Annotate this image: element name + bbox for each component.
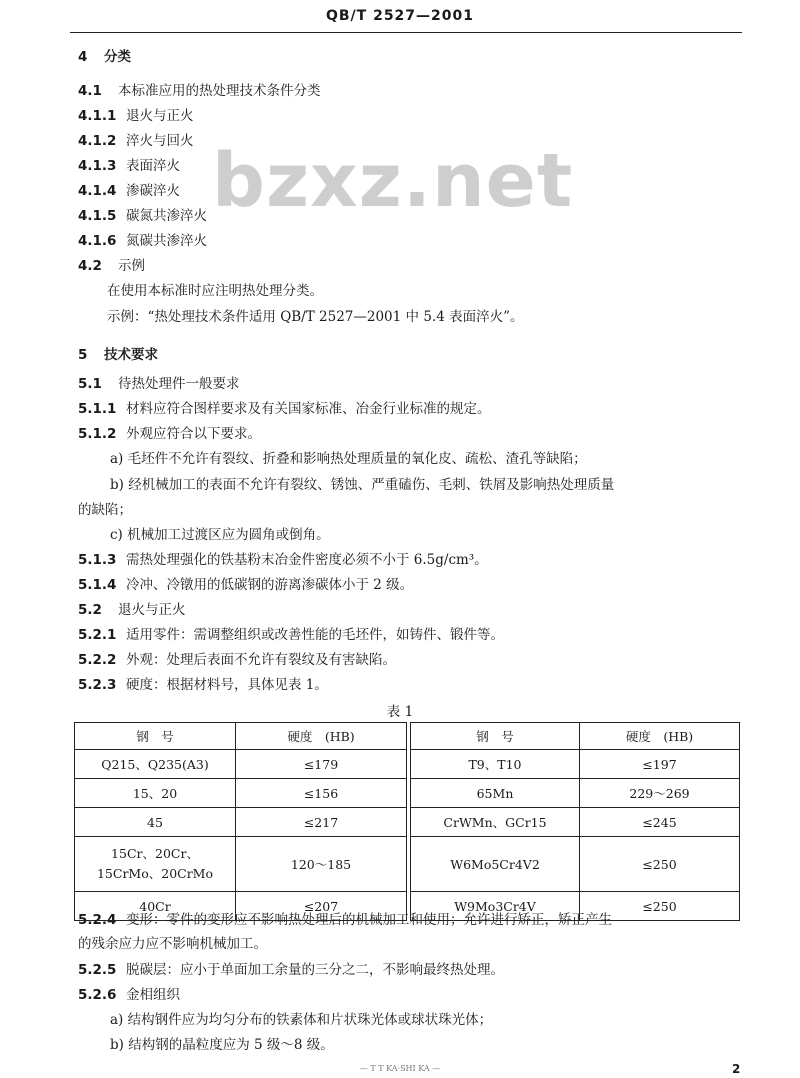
hardness-table [74, 722, 740, 921]
clause-number: 5.2 [78, 602, 102, 618]
watermark: bzxz.net [212, 138, 574, 224]
clause-line [78, 347, 158, 364]
clause-line [78, 401, 491, 418]
table-cell: ≤245 [580, 808, 740, 837]
clause-text: 的缺陷； [78, 502, 132, 518]
body-line [107, 309, 523, 326]
clause-text: 示例：“热处理技术条件适用 QB/T 2527—2001 中 5.4 表面淬火”。 [107, 309, 524, 325]
table-header-cell: 硬度 (HB) [236, 723, 407, 750]
clause-text: 外观应符合以下要求。 [126, 426, 261, 442]
body-line [78, 502, 132, 519]
table-header-cell: 硬度 (HB) [580, 723, 740, 750]
clause-text: 需热处理强化的铁基粉末冶金件密度必须不小于 6.5g/cm³。 [126, 552, 488, 568]
clause-text: 待热处理件一般要求 [118, 376, 240, 392]
table-cell: Q215、Q235(A3) [75, 750, 236, 779]
clause-text: 本标准应用的热处理技术条件分类 [118, 83, 321, 99]
body-line [78, 936, 267, 953]
table-cell: 45 [75, 808, 236, 837]
table-header-row [75, 723, 740, 750]
body-line [110, 1037, 334, 1054]
clause-line [78, 83, 321, 100]
header-rule [70, 32, 742, 33]
clause-number: 5.2.5 [78, 962, 117, 978]
table-cell: ≤250 [580, 837, 740, 892]
table-cell: ≤179 [236, 750, 407, 779]
clause-number: 4.1.3 [78, 158, 117, 174]
clause-text: 变形：零件的变形应不影响热处理后的机械加工和使用；允许进行矫正，矫正产生 [126, 912, 612, 928]
body-line [110, 477, 614, 494]
clause-text: 冷冲、冷镦用的低碳钢的游离渗碳体小于 2 级。 [126, 577, 414, 593]
table-cell: ≤207 [236, 892, 407, 921]
body-line [110, 527, 330, 544]
table-cell: 40Cr [75, 892, 236, 921]
table-cell: ≤217 [236, 808, 407, 837]
table-caption: 表 1 [386, 704, 414, 720]
clause-line [78, 602, 186, 619]
table-cell: W9Mo3Cr4V [411, 892, 580, 921]
clause-line [78, 108, 194, 125]
clause-number: 5.2.1 [78, 627, 117, 643]
clause-text: b) 结构钢的晶粒度应为 5 级～8 级。 [110, 1037, 334, 1053]
clause-number: 4.1.6 [78, 233, 117, 249]
clause-text: 表面淬火 [126, 158, 180, 174]
clause-line [78, 258, 145, 275]
clause-number: 5.1.4 [78, 577, 117, 593]
clause-number: 4.2 [78, 258, 102, 274]
clause-text: 硬度：根据材料号，具体见表 1。 [126, 677, 328, 693]
clause-text: 的残余应力应不影响机械加工。 [78, 936, 267, 952]
table-cell: ≤197 [580, 750, 740, 779]
table-cell: 15Cr、20Cr、15CrMo、20CrMo [75, 837, 236, 892]
table-row [75, 837, 740, 892]
clause-line [78, 133, 194, 150]
clause-line [78, 376, 240, 393]
clause-text: 退火与正火 [118, 602, 186, 618]
clause-number: 4.1.2 [78, 133, 117, 149]
clause-text: 碳氮共渗淬火 [126, 208, 207, 224]
clause-number: 5.2.6 [78, 987, 117, 1003]
table-header-cell: 钢 号 [75, 723, 236, 750]
clause-text: 分类 [104, 49, 131, 65]
body-line [110, 451, 587, 468]
standard-code-header: QB/T 2527—2001 [325, 8, 475, 24]
clause-text: 退火与正火 [126, 108, 194, 124]
clause-line [78, 426, 261, 443]
body-line [107, 283, 323, 300]
page-footer: — T T KA·SHI KA — [359, 1064, 441, 1073]
clause-line [78, 577, 413, 594]
clause-number: 5 [78, 347, 88, 363]
table-cell: ≤250 [580, 892, 740, 921]
clause-number: 4.1.1 [78, 108, 117, 124]
clause-text: b) 经机械加工的表面不允许有裂纹、锈蚀、严重磕伤、毛刺、铁屑及影响热处理质量 [110, 477, 615, 493]
clause-text: c) 机械加工过渡区应为圆角或倒角。 [110, 527, 330, 543]
table-cell: T9、T10 [411, 750, 580, 779]
table-row [75, 779, 740, 808]
clause-text: 渗碳淬火 [126, 183, 180, 199]
table-row [75, 750, 740, 779]
table-cell: 120～185 [236, 837, 407, 892]
clause-text: a) 毛坯件不允许有裂纹、折叠和影响热处理质量的氧化皮、疏松、渣孔等缺陷； [110, 451, 587, 467]
clause-number: 5.1.2 [78, 426, 117, 442]
page-number: 2 [732, 1062, 741, 1076]
clause-text: 在使用本标准时应注明热处理分类。 [107, 283, 323, 299]
clause-line [78, 677, 328, 694]
clause-line [78, 962, 504, 979]
table-cell: CrWMn、GCr15 [411, 808, 580, 837]
clause-line [78, 49, 131, 66]
clause-text: 淬火与回火 [126, 133, 194, 149]
clause-number: 5.2.2 [78, 652, 117, 668]
clause-line [78, 552, 488, 569]
table-cell: 15、20 [75, 779, 236, 808]
clause-text: 示例 [118, 258, 145, 274]
clause-text: 金相组织 [126, 987, 180, 1003]
clause-line [78, 183, 180, 200]
clause-line [78, 208, 207, 225]
clause-text: 技术要求 [104, 347, 158, 363]
table-row [75, 808, 740, 837]
clause-line [78, 627, 504, 644]
clause-number: 4.1 [78, 83, 102, 99]
table-cell: W6Mo5Cr4V2 [411, 837, 580, 892]
clause-line [78, 233, 207, 250]
clause-text: a) 结构钢件应为均匀分布的铁素体和片状珠光体或球状珠光体； [110, 1012, 493, 1028]
clause-text: 氮碳共渗淬火 [126, 233, 207, 249]
clause-text: 适用零件：需调整组织或改善性能的毛坯件，如铸件、锻件等。 [126, 627, 504, 643]
table-cell: ≤156 [236, 779, 407, 808]
clause-number: 5.1 [78, 376, 102, 392]
clause-number: 4.1.5 [78, 208, 117, 224]
clause-line [78, 652, 396, 669]
table-header-cell: 钢 号 [411, 723, 580, 750]
clause-number: 5.1.3 [78, 552, 117, 568]
clause-text: 外观：处理后表面不允许有裂纹及有害缺陷。 [126, 652, 396, 668]
clause-line [78, 158, 180, 175]
clause-number: 4 [78, 49, 88, 65]
body-line [110, 1012, 492, 1029]
table-cell: 65Mn [411, 779, 580, 808]
clause-number: 5.2.4 [78, 912, 117, 928]
table-row [75, 892, 740, 921]
clause-number: 4.1.4 [78, 183, 117, 199]
table-cell: 229～269 [580, 779, 740, 808]
clause-text: 材料应符合图样要求及有关国家标准、冶金行业标准的规定。 [126, 401, 491, 417]
clause-number: 5.1.1 [78, 401, 117, 417]
clause-number: 5.2.3 [78, 677, 117, 693]
clause-text: 脱碳层：应小于单面加工余量的三分之二，不影响最终热处理。 [126, 962, 504, 978]
clause-line [78, 987, 180, 1004]
